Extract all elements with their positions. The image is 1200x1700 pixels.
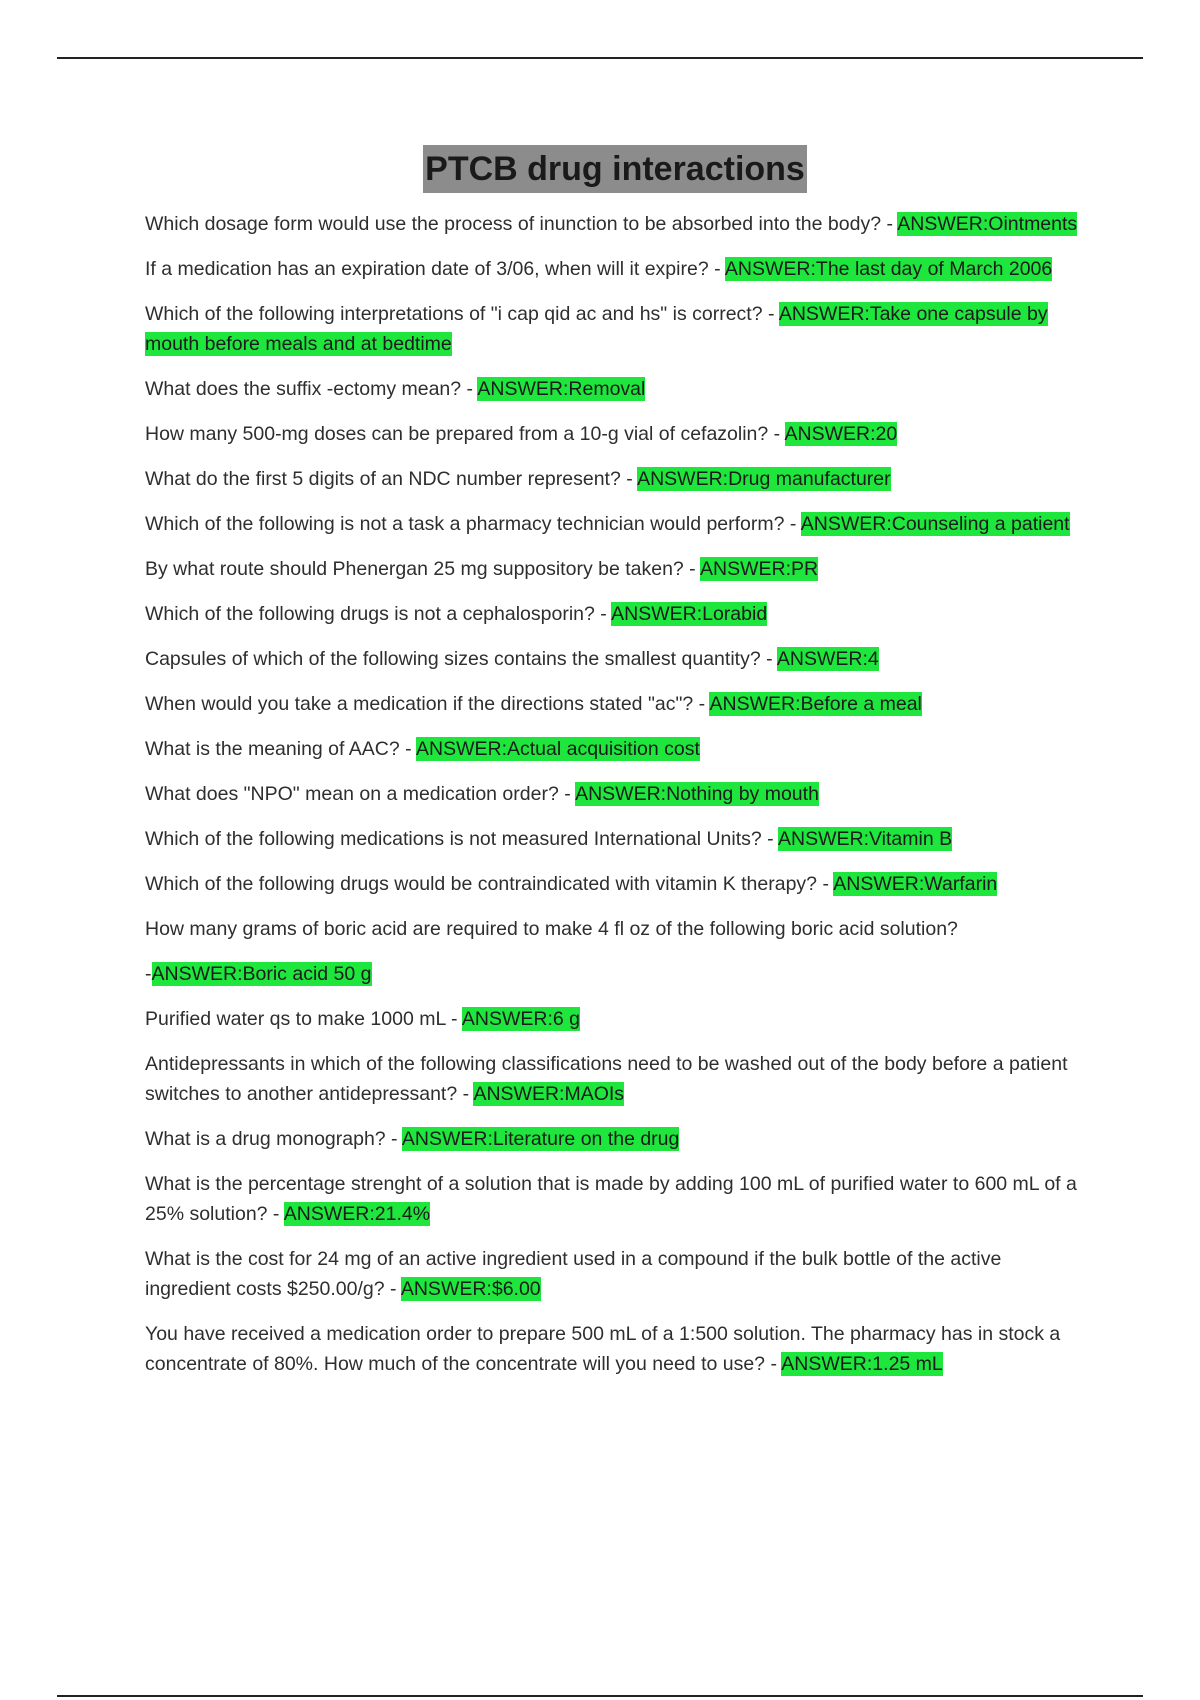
question-text: Which of the following medications is not measured International Units? - [145,828,778,850]
qa-item [145,644,1085,674]
question-text: Antidepressants in which of the following classifications need to be washed out of the body before a patient switches to another antidepressant? - [145,1053,1068,1105]
qa-item [145,1319,1085,1379]
question-text: Purified water qs to make 1000 mL - [145,1008,462,1030]
answer-text: ANSWER:Ointments [897,213,1078,235]
qa-item [145,464,1085,494]
question-text: What is the percentage strenght of a solution that is made by adding 100 mL of purified water to 600 mL of a 25% solution? - [145,1173,1077,1225]
qa-item [145,299,1085,359]
answer-text: ANSWER:$6.00 [400,1278,541,1300]
question-text: What do the first 5 digits of an NDC number represent? - [145,468,638,490]
answer-text: ANSWER:PR [700,558,819,580]
page-title: PTCB drug interactions [423,145,807,193]
answer-text: ANSWER:Vitamin B [778,828,953,850]
answer-text: ANSWER:Lorabid [611,603,768,625]
answer-text: ANSWER:Actual acquisition cost [415,738,700,760]
question-text: By what route should Phenergan 25 mg suppository be taken? - [145,558,701,580]
answer-text: ANSWER:6 g [461,1008,580,1030]
qa-item [145,959,1085,989]
answer-text: ANSWER:Nothing by mouth [575,783,819,805]
answer-text: ANSWER:Take one capsule by mouth before meals and at bedtime [145,303,1048,355]
qa-item [145,689,1085,719]
qa-item [145,254,1085,284]
question-text: What is the meaning of AAC? - [145,738,416,760]
answer-text: ANSWER:Before a meal [709,693,922,715]
qa-item [145,779,1085,809]
question-text: What is the cost for 24 mg of an active ingredient used in a compound if the bulk bottle of the active ingredient costs $250.00/g? - [145,1248,1002,1300]
bottom-rule [57,1695,1143,1697]
answer-text: ANSWER:Boric acid 50 g [151,963,372,985]
qa-item [145,554,1085,584]
qa-item [145,734,1085,764]
answer-text: ANSWER:Literature on the drug [401,1128,680,1150]
question-text: Which of the following is not a task a pharmacy technician would perform? - [145,513,801,535]
qa-item [145,1244,1085,1304]
question-text: When would you take a medication if the directions stated "ac"? - [145,693,710,715]
qa-item [145,374,1085,404]
document-body [145,145,1085,1394]
answer-text: ANSWER:Counseling a patient [800,513,1070,535]
qa-item [145,824,1085,854]
answer-text: ANSWER:The last day of March 2006 [724,258,1053,280]
qa-item [145,1124,1085,1154]
title-block [145,145,1085,193]
qa-item [145,419,1085,449]
qa-item [145,509,1085,539]
question-text: Which dosage form would use the process of inunction to be absorbed into the body? - [145,213,898,235]
answer-text: ANSWER:Drug manufacturer [637,468,891,490]
answer-text: ANSWER:Warfarin [833,873,998,895]
question-text: - [145,963,152,985]
question-text: Capsules of which of the following sizes contains the smallest quantity? - [145,648,777,670]
question-text: How many 500-mg doses can be prepared from a 10-g vial of cefazolin? - [145,423,785,445]
answer-text: ANSWER:Removal [477,378,646,400]
qa-item [145,599,1085,629]
answer-text: ANSWER:MAOIs [473,1083,625,1105]
qa-item [145,914,1085,944]
question-text: Which of the following drugs would be contraindicated with vitamin K therapy? - [145,873,834,895]
question-text: You have received a medication order to prepare 500 mL of a 1:500 solution. The pharmacy has in stock a concentrate of 80%. How much of the concentrate will you need to use? - [145,1323,1061,1375]
qa-item [145,1049,1085,1109]
answer-text: ANSWER:4 [776,648,879,670]
top-rule [57,57,1143,59]
qa-item [145,1004,1085,1034]
answer-text: ANSWER:20 [784,423,898,445]
question-text: What does "NPO" mean on a medication order? - [145,783,576,805]
question-text: Which of the following interpretations of "i cap qid ac and hs" is correct? - [145,303,779,325]
qa-item [145,209,1085,239]
answer-text: ANSWER:1.25 mL [781,1353,943,1375]
question-text: What does the suffix -ectomy mean? - [145,378,478,400]
question-text: If a medication has an expiration date of 3/06, when will it expire? - [145,258,725,280]
question-text: What is a drug monograph? - [145,1128,402,1150]
answer-text: ANSWER:21.4% [283,1203,431,1225]
qa-item [145,869,1085,899]
question-text: How many grams of boric acid are required to make 4 fl oz of the following boric acid solution? [145,918,958,940]
question-text: Which of the following drugs is not a cephalosporin? - [145,603,612,625]
qa-item [145,1169,1085,1229]
